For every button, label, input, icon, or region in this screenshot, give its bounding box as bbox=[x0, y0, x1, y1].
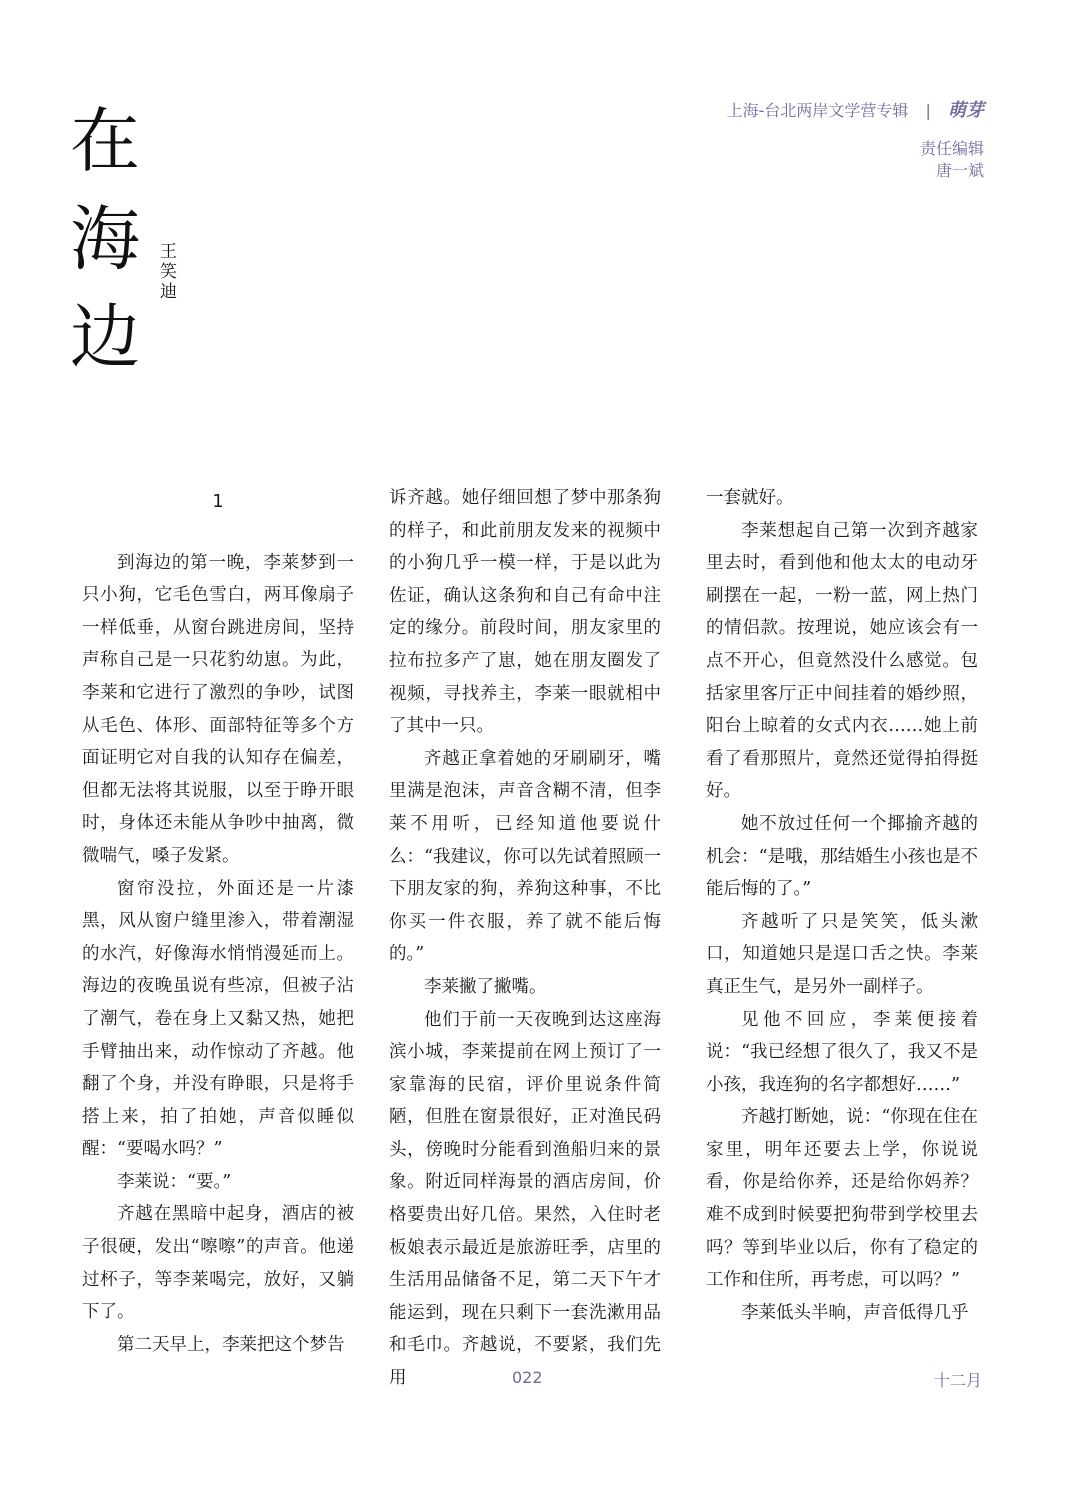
title-char: 海 bbox=[70, 198, 140, 280]
title-char: 在 bbox=[70, 100, 140, 182]
author-char: 王 bbox=[160, 242, 177, 262]
paragraph: 到海边的第一晚，李莱梦到一只小狗，它毛色雪白，两耳像扇子一样低垂，从窗台跳进房间，坚持声称自己是一只花豹幼崽。为此，李莱和它进行了激烈的争吵，试图从毛色、体形、面部特征等多个方面证明它对自我的认知存在偏差，但都无法将其说服，以至于睁开眼时，身体还未能从争吵中抽离，微微喘气，嗓子发紧。 bbox=[82, 552, 354, 866]
title-char: 边 bbox=[70, 296, 140, 378]
text-column-2 bbox=[389, 482, 661, 1395]
editor-name: 唐一斌 bbox=[935, 161, 984, 180]
paragraph: 她不放过任何一个揶揄齐越的机会：“是哦，那结婚生小孩也是不能后悔的了。” bbox=[706, 813, 978, 900]
paragraph: 他们于前一天夜晚到达这座海滨小城，李莱提前在网上预订了一家靠海的民宿，评价里说条件简陋，但胜在窗景很好，正对渔民码头，傍晚时分能看到渔船归来的景象。附近同样海景的酒店房间，价格要贵出好几倍。果然，入住时老板娘表示最近是旅游旺季，店里的生活用品储备不足，第二天下午才能运到，现在只剩下一套洗漱用品和毛巾。齐越说，不要紧，我们先用 bbox=[389, 1009, 661, 1389]
paragraph: 李莱撇了撇嘴。 bbox=[424, 976, 547, 997]
author-char: 迪 bbox=[160, 282, 177, 302]
paragraph: 李莱说：“要。” bbox=[117, 1171, 232, 1192]
paragraph: 窗帘没拉，外面还是一片漆黑，风从窗户缝里渗入，带着潮湿的水汽，好像海水悄悄漫延而上。海边的夜晚虽说有些凉，但被子沾了潮气，卷在身上又黏又热，她把手臂抽出来，动作惊动了齐越。他翻了个身，并没有睁眼，只是将手搭上来，拍了拍她，声音似睡似醒：“要喝水吗？” bbox=[82, 878, 354, 1160]
paragraph: 见他不回应，李莱便接着说：“我已经想了很久了，我又不是小孩，我连狗的名字都想好……” bbox=[706, 1009, 978, 1095]
paragraph: 齐越在黑暗中起身，酒店的被子很硬，发出“嚓嚓”的声音。他递过杯子，等李莱喝完，放好，又躺下了。 bbox=[82, 1204, 354, 1323]
paragraph: 李莱想起自己第一次到齐越家里去时，看到他和他太太的电动牙刷摆在一起，一粉一蓝，网上热门的情侣款。按理说，她应该会有一点不开心，但竟然没什么感觉。包括家里客厅正中间挂着的婚纱照，阳台上晾着的女式内衣……她上前看了看那照片，竟然还觉得拍得挺好。 bbox=[706, 520, 978, 802]
paragraph: 李莱低头半晌，声音低得几乎 bbox=[741, 1302, 969, 1323]
magazine-logo: 萌芽 bbox=[948, 100, 984, 121]
text-column-1 bbox=[82, 482, 354, 1361]
page-number: 022 bbox=[512, 1368, 543, 1387]
author-char: 笑 bbox=[160, 262, 177, 282]
paragraph: 齐越听了只是笑笑，低头漱口，知道她只是逞口舌之快。李莱真正生气，是另外一副样子。 bbox=[706, 911, 978, 997]
text-column-3 bbox=[706, 482, 978, 1329]
paragraph: 一套就好。 bbox=[706, 488, 794, 508]
author-name bbox=[160, 242, 180, 302]
paragraph: 第二天早上，李莱把这个梦告 bbox=[117, 1334, 345, 1355]
paragraph: 诉齐越。她仔细回想了梦中那条狗的样子，和此前朋友发来的视频中的小狗几乎一模一样，于是以此为佐证，确认这条狗和自己有命中注定的缘分。前段时间，朋友家里的拉布拉多产了崽，她在朋友圈发了视频，寻找养主，李莱一眼就相中了其中一只。 bbox=[389, 488, 661, 737]
section-number: 1 bbox=[212, 491, 224, 512]
editor-label: 责任编辑 bbox=[919, 139, 984, 158]
issue-month: 十二月 bbox=[933, 1371, 982, 1390]
paragraph: 齐越正拿着她的牙刷刷牙，嘴里满是泡沫，声音含糊不清，但李莱不用听，已经知道他要说什么：“我建议，你可以先试着照顾一下朋友家的狗，养狗这种事，不比你买一件衣服，养了就不能后悔的。” bbox=[389, 748, 661, 965]
page-header bbox=[727, 96, 984, 182]
article-title bbox=[70, 92, 150, 386]
paragraph: 齐越打断她，说：“你现在住在家里，明年还要去上学，你说说看，你是给你养，还是给你妈养？难不成到时候要把狗带到学校里去吗？等到毕业以后，你有了稳定的工作和住所，再考虑，可以吗？” bbox=[706, 1107, 978, 1291]
column-name: 上海-台北两岸文学营专辑 bbox=[726, 101, 909, 120]
header-separator: | bbox=[925, 101, 931, 120]
